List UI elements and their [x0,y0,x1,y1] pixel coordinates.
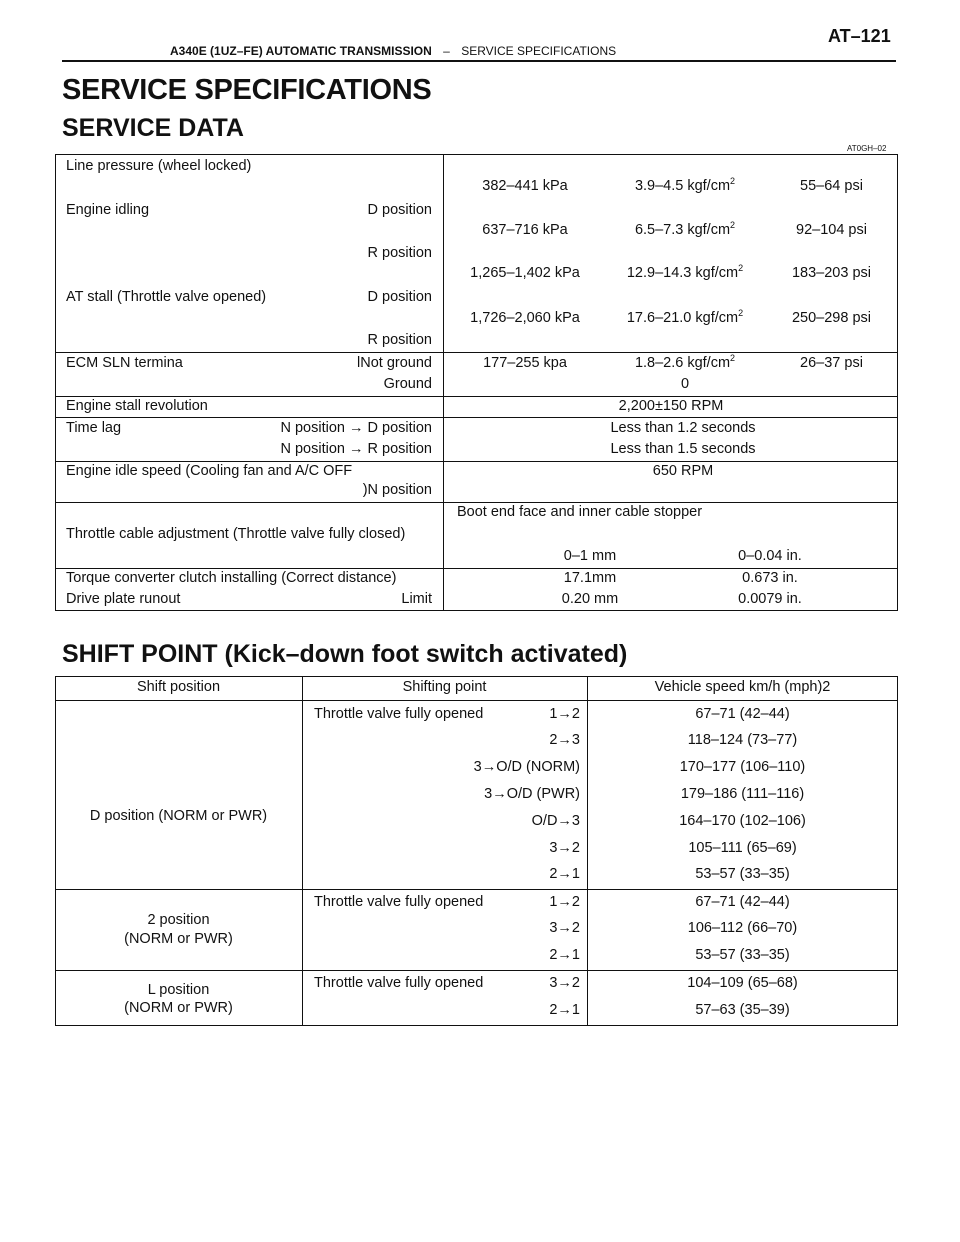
header-subsection: SERVICE SPECIFICATIONS [461,44,617,58]
drive-plate-limit: Limit [401,591,432,607]
header-section: A340E (1UZ–FE) AUTOMATIC TRANSMISSION [170,44,432,58]
row-divider [55,568,898,569]
shifting-point: 2→3 [549,732,580,748]
row-divider [55,461,898,462]
throttle-cable-in: 0–0.04 in. [738,548,802,564]
column-header-vehicle-speed: Vehicle speed km/h (mph)2 [654,679,831,695]
pressure-kgf: 17.6–21.0 kgf/$cm^2$ [626,308,744,326]
shift-position-2-mode: (NORM or PWR) [124,931,233,947]
pressure-psi: 183–203 psi [791,265,871,281]
ecm-kgf: 1.8–2.6 kgf/$cm^2$ [634,353,736,371]
column-divider [443,154,444,611]
time-lag-nd-value: Less than 1.2 seconds [610,420,756,436]
shifting-point: 3→O/D (NORM) [473,759,580,775]
vehicle-speed: 104–109 (65–68) [687,975,798,991]
drive-plate-label: Drive plate runout [66,591,181,607]
stall-rev-label: Engine stall revolution [66,398,208,414]
vehicle-speed: 67–71 (42–44) [695,894,790,910]
ecm-label: ECM SLN termina [66,355,183,371]
at-stall-label: AT stall (Throttle valve opened) [66,289,267,305]
shifting-point: 3→2 [549,975,580,991]
shift-position-d: D position (NORM or PWR) [89,808,268,824]
drive-plate-mm: 0.20 mm [561,591,619,607]
header-separator: – [443,44,450,58]
vehicle-speed: 164–170 (102–106) [679,813,806,829]
throttle-label: Throttle valve fully opened [314,894,484,910]
shifting-point: 2→1 [549,1002,580,1018]
throttle-cable-label: Throttle cable adjustment (Throttle valve fully closed) [66,526,406,542]
vehicle-speed: 179–186 (111–116) [680,786,805,802]
vehicle-speed: 67–71 (42–44) [695,706,790,722]
shift-position-2: 2 position [147,912,210,928]
ecm-kpa: 177–255 kpa [483,355,567,371]
throttle-cable-mm: 0–1 mm [563,548,617,564]
vehicle-speed: 57–63 (35–39) [695,1002,790,1018]
ecm-ground-value: 0 [680,376,690,392]
engine-idling-label: Engine idling [66,202,150,218]
stall-rev-value: 2,200±150 RPM [618,398,724,414]
r-position-label: R position [367,245,432,261]
torque-in: 0.673 in. [742,570,798,586]
row-divider [55,700,898,701]
pressure-kpa: 637–716 kPa [482,222,568,238]
ecm-not-ground: lNot ground [357,355,432,371]
vehicle-speed: 105–111 (65–69) [688,840,797,856]
running-header [170,44,616,58]
shifting-point: 3→2 [549,920,580,936]
pressure-kpa: 1,726–2,060 kPa [470,310,580,326]
pressure-kpa: 1,265–1,402 kPa [470,265,580,281]
row-divider [55,396,898,397]
torque-label: Torque converter clutch installing (Correct distance) [66,570,397,586]
idle-speed-label: Engine idle speed (Cooling fan and A/C OFF [66,463,353,479]
column-header-shifting-point: Shifting point [402,679,487,695]
shifting-point: 1→2 [549,706,580,722]
row-divider [55,417,898,418]
row-divider [55,502,898,503]
column-divider [302,676,303,1026]
shift-point-heading: SHIFT POINT (Kick–down foot switch activated) [62,640,628,668]
vehicle-speed: 118–124 (73–77) [687,732,798,748]
d-position-label: D position [367,202,432,218]
idle-speed-value: 650 RPM [652,463,714,479]
vehicle-speed: 53–57 (33–35) [695,947,790,963]
vehicle-speed: 106–112 (66–70) [687,920,798,936]
row-divider [55,889,898,890]
line-pressure-label: Line pressure (wheel locked) [66,158,252,174]
shift-position-l-mode: (NORM or PWR) [124,1000,233,1016]
shift-position-l: L position [147,982,210,998]
d-position-label: D position [367,289,432,305]
time-lag-nr-value: Less than 1.5 seconds [610,441,756,457]
pressure-kgf: 6.5–7.3 kgf/$cm^2$ [634,220,736,238]
pressure-kgf: 12.9–14.3 kgf/$cm^2$ [626,263,744,281]
pressure-kgf: 3.9–4.5 kgf/$cm^2$ [634,176,736,194]
ecm-psi: 26–37 psi [800,355,863,371]
pressure-psi: 250–298 psi [791,310,871,326]
page-number: AT–121 [828,26,891,46]
shifting-point: 2→1 [549,866,580,882]
shifting-point: 3→O/D (PWR) [484,786,580,802]
idle-speed-sub: )N position [362,482,432,498]
throttle-label: Throttle valve fully opened [314,975,484,991]
vehicle-speed: 53–57 (33–35) [695,866,790,882]
document-code: AT0GH–02 [847,144,887,153]
ecm-ground: Ground [383,376,432,392]
row-divider [55,970,898,971]
pressure-psi: 92–104 psi [796,222,867,238]
shifting-point: 1→2 [549,894,580,910]
row-divider [55,352,898,353]
shifting-point: 2→1 [549,947,580,963]
header-rule [62,60,896,62]
shifting-point: 3→2 [549,840,580,856]
pressure-kpa: 382–441 kPa [482,178,568,194]
service-data-heading: SERVICE DATA [62,114,244,142]
drive-plate-in: 0.0079 in. [738,591,802,607]
throttle-cable-desc: Boot end face and inner cable stopper [457,504,703,520]
page-title: SERVICE SPECIFICATIONS [62,74,432,106]
torque-mm: 17.1mm [563,570,617,586]
pressure-psi: 55–64 psi [800,178,863,194]
r-position-label: R position [367,332,432,348]
column-header-shift-position: Shift position [136,679,221,695]
shifting-point: O/D→3 [531,813,580,829]
time-lag-label: Time lag [66,420,122,436]
time-lag-nd: N position → D position [280,420,432,436]
vehicle-speed: 170–177 (106–110) [679,759,806,775]
throttle-label: Throttle valve fully opened [314,706,484,722]
time-lag-nr: N position → R position [280,441,432,457]
